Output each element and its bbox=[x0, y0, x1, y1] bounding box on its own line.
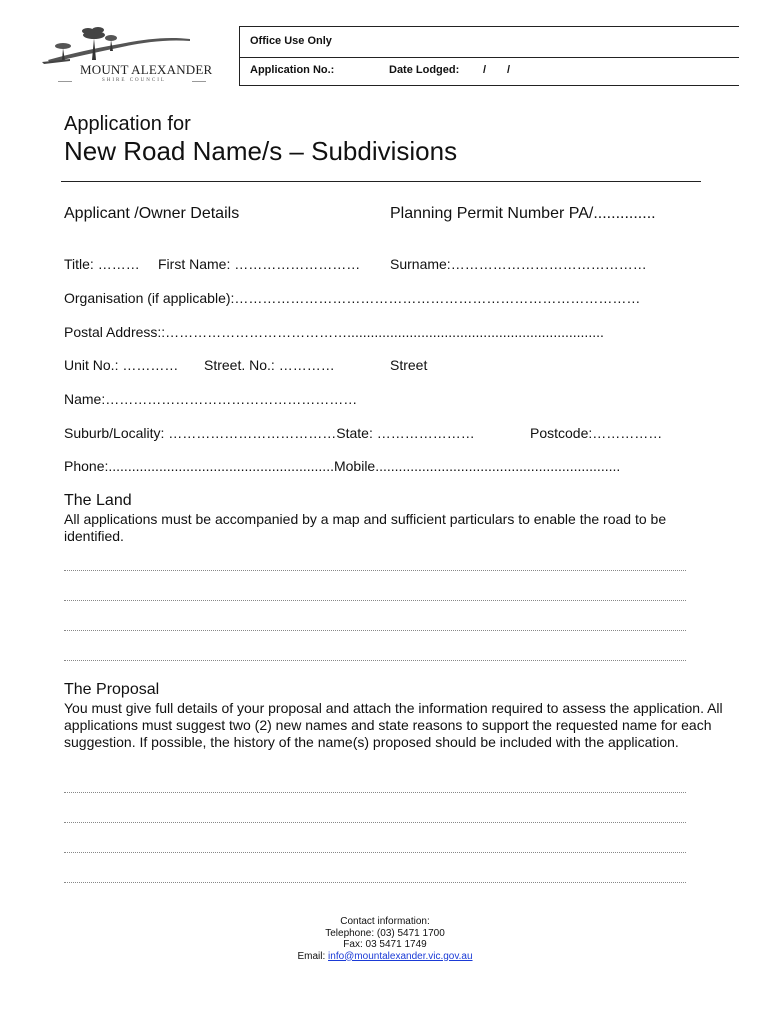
contact-info bbox=[0, 916, 770, 962]
land-instructions: All applications must be accompanied by a map and sufficient particulars to enable the road to be identified. bbox=[64, 511, 667, 544]
date-lodged-label: Date Lodged: bbox=[389, 64, 460, 76]
contact-email-label: Email: bbox=[297, 950, 329, 962]
street-no-field[interactable]: Street. No.: ………… bbox=[204, 357, 335, 373]
organisation-field[interactable]: Organisation (if applicable):…………………………………………………………………………… bbox=[64, 290, 641, 306]
application-no-label: Application No.: bbox=[250, 64, 335, 76]
page-title: New Road Name/s – Subdivisions bbox=[64, 136, 458, 166]
proposal-answer-line[interactable] bbox=[64, 822, 686, 823]
contact-fax: Fax: 03 5471 1749 bbox=[343, 939, 427, 950]
first-name-field[interactable]: First Name: ……………………… bbox=[158, 256, 361, 272]
logo-rule-left bbox=[58, 81, 72, 82]
date-slash: / bbox=[483, 64, 487, 76]
tree-landscape-icon bbox=[40, 26, 215, 66]
logo-name: MOUNT ALEXANDER bbox=[80, 62, 213, 77]
suburb-state-field[interactable]: Suburb/Locality: ………………………………State: ………………… bbox=[64, 425, 475, 441]
land-answer-line[interactable] bbox=[64, 630, 686, 631]
unit-no-field[interactable]: Unit No.: ………… bbox=[64, 357, 179, 373]
proposal-answer-line[interactable] bbox=[64, 882, 686, 883]
title-divider bbox=[61, 181, 701, 182]
council-logo bbox=[40, 26, 215, 88]
logo-subtitle: SHIRE COUNCIL bbox=[102, 78, 166, 83]
contact-telephone: Telephone: (03) 5471 1700 bbox=[325, 927, 445, 939]
street-name-field[interactable]: Name:……………………………………………… bbox=[64, 391, 358, 407]
contact-email-link[interactable]: info@mountalexander.vic.gov.au bbox=[328, 950, 473, 962]
proposal-answer-line[interactable] bbox=[64, 852, 686, 853]
phone-mobile-field[interactable]: Phone:..........................................................Mobile............................................................... bbox=[64, 458, 621, 474]
logo-rule-right bbox=[192, 81, 206, 82]
title-field[interactable]: Title: ……… bbox=[64, 256, 140, 272]
proposal-answer-line[interactable] bbox=[64, 792, 686, 793]
title-line-1: Application for bbox=[64, 113, 191, 135]
planning-permit-field[interactable]: Planning Permit Number PA/.............. bbox=[390, 205, 656, 222]
proposal-heading: The Proposal bbox=[64, 681, 160, 698]
land-answer-line[interactable] bbox=[64, 660, 686, 661]
contact-heading: Contact information: bbox=[340, 916, 430, 927]
land-answer-line[interactable] bbox=[64, 600, 686, 601]
applicant-heading: Applicant /Owner Details bbox=[64, 205, 240, 222]
date-slash: / bbox=[507, 64, 511, 76]
land-answer-line[interactable] bbox=[64, 570, 686, 571]
street-label: Street bbox=[390, 357, 428, 373]
contact-email-row bbox=[0, 951, 770, 963]
office-use-heading: Office Use Only bbox=[250, 35, 332, 47]
office-use-box bbox=[239, 26, 739, 86]
postal-address-field[interactable]: Postal Address::………………………………….................................................................. bbox=[64, 324, 604, 340]
postcode-field[interactable]: Postcode:…………… bbox=[530, 425, 663, 441]
land-heading: The Land bbox=[64, 492, 132, 509]
proposal-instructions: You must give full details of your proposal and attach the information required to assess the application. All applications must suggest two (2) new names and state reasons to support the requested name for each suggestion. If possible, the history of the name(s) proposed should be included with the application. bbox=[64, 700, 723, 750]
surname-field[interactable]: Surname:…………………………………… bbox=[390, 256, 647, 272]
